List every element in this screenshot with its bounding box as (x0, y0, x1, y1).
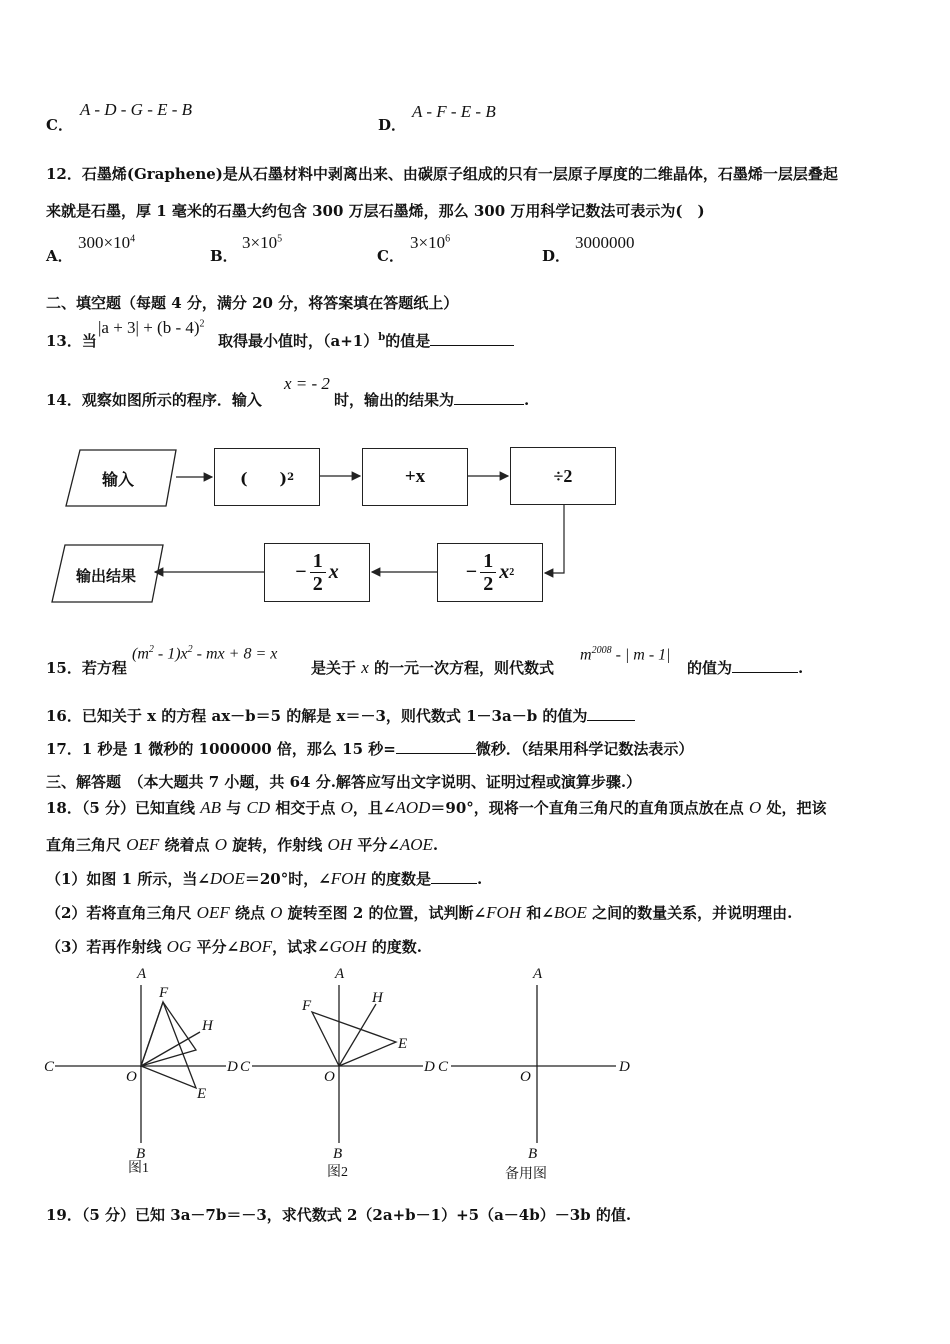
q15-equation: $(m^2 - 1)x^2$ - mx + 8 = x (132, 644, 278, 663)
fig3-label-a: A (533, 966, 543, 982)
q17-text: 17．1 秒是 1 微秒的 1000000 倍，那么 15 秒= 微秒．（结果用科学记数法表示） (46, 740, 694, 758)
fig2-label-o: O (324, 1069, 335, 1085)
flow-neg-half-x2-box: − $\frac{1}{2}$ x 2 (437, 543, 543, 602)
fig3-label-d: D (619, 1059, 630, 1075)
fig1-label-b: B (136, 1146, 146, 1162)
q12-option-b-label: B． (210, 247, 238, 265)
q14-input-value: x = - 2 (284, 374, 330, 393)
fig1-ray-oh (141, 1032, 200, 1066)
q13-prefix: 13．当 (46, 332, 97, 350)
q12-line1: 12．石墨烯(Graphene)是从石墨材料中剥离出来、由碳原子组成的只有一层原子厚度的二维晶体，石墨烯一层层叠起 (46, 165, 838, 183)
fig1-label-f: F (159, 985, 169, 1001)
fig2-ray-oh (339, 1004, 376, 1066)
q18-part3: （3）若再作射线 OG 平分∠BOF，试求∠GOH 的度数. (46, 937, 422, 956)
flow-input-label: 输入 (102, 470, 135, 489)
flow-plus-x-box: +x (362, 448, 468, 506)
q12-option-a-value: $300\times 10^4$ (78, 233, 136, 252)
q15-expression: $m^{2008}$ - | m - 1| (580, 645, 671, 664)
flow-divide-2-box: ÷2 (510, 447, 616, 505)
fig3-label-b: B (528, 1146, 538, 1162)
fig1-label-d: D (227, 1059, 238, 1075)
fig3-label-o: O (520, 1069, 531, 1085)
fig3-caption: 备用图 (505, 1167, 547, 1182)
flow-square-box: ( ) 2 (214, 448, 320, 506)
q13-text: 取得最小值时，$(a+1)^b$的值是 (218, 330, 514, 351)
q11-option-d-expr: A - F - E - B (412, 102, 496, 121)
fig2-label-b: B (333, 1146, 343, 1162)
q12-option-d-value: 3000000 (575, 233, 635, 252)
fig1-label-h: H (202, 1018, 213, 1034)
q16-text: 16．已知关于 x 的方程 ax－b＝5 的解是 x＝－3，则代数式 1－3a－b 的值为 (46, 705, 635, 726)
fig1-label-o: O (126, 1069, 137, 1085)
q18-part1: （1）如图 1 所示，当∠DOE＝20°时，∠FOH 的度数是 . (46, 869, 483, 888)
flow-output-label: 输出结果 (76, 567, 137, 585)
q19-text: 19．（5 分）已知 3a－7b＝－3，求代数式 2（2a+b－1）+5（a－4b）－3b 的值. (46, 1206, 632, 1224)
q12-option-d-label: D． (542, 247, 571, 265)
fig2-label-h: H (372, 990, 383, 1006)
q12-option-b-value: $3\times 10^5$ (242, 233, 283, 252)
q11-option-c-expr: A - D - G - E - B (80, 100, 193, 119)
q12-option-c-value: $3\times 10^6$ (410, 233, 451, 252)
fig2-triangle-oef (312, 1012, 396, 1066)
fig2-label-d: D (424, 1059, 435, 1075)
q15-prefix: 15．若方程 (46, 659, 127, 677)
fig1-label-e: E (197, 1086, 207, 1102)
fig1-label-a: A (137, 966, 147, 982)
section-2-heading: 二、填空题（每题 4 分，满分 20 分，将答案填在答题纸上） (46, 294, 459, 312)
q14-text: 时，输出的结果为 . (334, 391, 530, 409)
fig2-label-a: A (335, 966, 345, 982)
q11-option-d-label: D． (378, 116, 407, 134)
fig2-caption: 图2 (327, 1165, 348, 1180)
q18-part2: （2）若将直角三角尺 OEF 绕点 O 旋转至图 2 的位置，试判断∠FOH 和∠BOE 之间的数量关系，并说明理由. (46, 903, 793, 922)
q12-option-a-label: A． (46, 247, 73, 265)
q13-expression: |a + 3| + (b - 4)$^2$ (98, 318, 205, 337)
section-3-heading: 三、解答题 （本大题共 7 小题，共 64 分.解答应写出文字说明、证明过程或演算步骤.） (46, 773, 642, 791)
q18-figures (0, 960, 950, 1190)
fig1-triangle-oef (141, 1002, 196, 1088)
fig2-label-f: F (302, 998, 312, 1014)
fig1-label-c: C (44, 1059, 55, 1075)
flow-neg-half-x-box: − $\frac{1}{2}$ x (264, 543, 370, 602)
fig1-triangle-oef-upper (141, 1002, 196, 1066)
q12-line2: 来就是石墨，厚 1 毫米的石墨大约包含 300 万层石墨烯，那么 300 万用科学记数法可表示为( ) (46, 202, 705, 220)
fig2-label-e: E (398, 1036, 408, 1052)
q11-option-c-label: C． (46, 116, 73, 134)
q15-middle: 是关于 x 的一元一次方程，则代数式 (311, 658, 555, 677)
q14-prefix: 14．观察如图所示的程序．输入 (46, 391, 262, 409)
q18-line2: 直角三角尺 OEF 绕着点 O 旋转，作射线 OH 平分∠AOE. (46, 835, 439, 854)
fig2-label-c: C (240, 1059, 251, 1075)
fig1-caption: 图1 (128, 1161, 149, 1176)
q18-line1: 18．（5 分）已知直线 AB 与 CD 相交于点 O，且∠AOD＝90°，现将一个直角三角尺的直角顶点放在点 O 处，把该 (46, 798, 827, 817)
arrow-divide-to-check (545, 503, 564, 573)
q15-tail: 的值为 . (687, 659, 804, 677)
q12-option-c-label: C． (377, 247, 404, 265)
fig3-label-c: C (438, 1059, 449, 1075)
